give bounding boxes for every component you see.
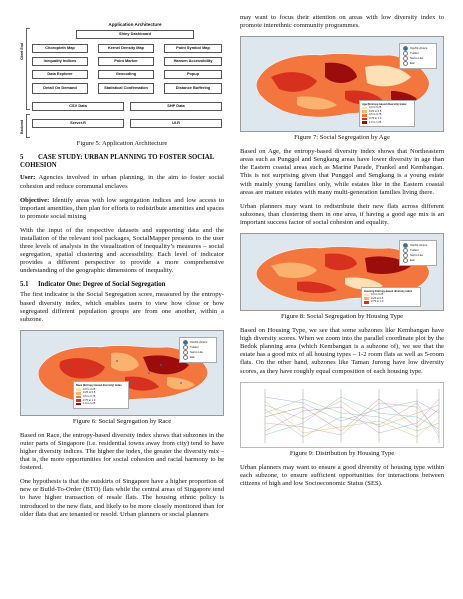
figure-6-caption: Figure 6: Social Segregation by Race xyxy=(72,417,172,425)
ui-r-box: UI.R xyxy=(130,119,222,128)
left-column xyxy=(20,22,224,525)
point-symbol-map-box: Point Symbol Map xyxy=(164,44,222,53)
section-5-heading: 5 CASE STUDY: URBAN PLANNING TO FOSTER SOCIAL COHESION xyxy=(20,154,214,170)
housing-parallel-coordinates xyxy=(240,382,444,448)
age-density-legend: Age (Entropy-based diversity) index 0.0 to 0.25 0.25 to 0.5 0.5 to 0.75 0.75 to 1.0 1.0 to 1.25 xyxy=(359,100,415,128)
eat-dot-icon xyxy=(403,61,408,66)
point-marker-box: Point Marker xyxy=(98,57,154,66)
popup-box: Popup xyxy=(164,70,222,79)
csv-data-box: CSV Data xyxy=(32,102,124,111)
backend-label: Backend xyxy=(20,119,24,134)
backend-bracket xyxy=(26,114,30,138)
server-r-box: Server.R xyxy=(32,119,124,128)
hypothesis-paragraph: One hypothesis is that the outskirts of Singapore have a higher proportion of new or Build-To-Order (BTO) flats while the central areas of Singapore tend to have higher transaction of resale flats. The housing ethnic policy is introduced to the new flats, and likely to be more closely monitored than for older flats that are tenanted or resold. Urban planners or social planners xyxy=(20,478,224,518)
race-density-legend: Race (Entropy-based diversity) index 0.0 to 0.25 0.25 to 0.5 0.5 to 0.75 0.75 to 1.0 1.0 to 1.25 xyxy=(73,381,129,409)
client-end-label: Client End xyxy=(20,43,24,60)
client-bracket xyxy=(26,28,30,110)
right-column xyxy=(240,14,444,494)
diagram-title: Application Architecture xyxy=(108,22,162,27)
race-paragraph: Based on Race, the entropy-based diversity index shows that subzones in the outer parts of Singapore (i.e. residential towns away from city) tend to have higher diversity indices. The higher the index, the greater the diversity mix – that is, the more opportunities for social cohesion and racial harmony to be fostered. xyxy=(20,431,224,472)
statistical-confirmation-box: Statistical Confirmation xyxy=(98,83,154,94)
section-5-1-heading: 5.1 Indicator One: Degree of Social Segregation xyxy=(20,281,166,289)
housing-paragraph: Based on Housing Type, we see that some subzones like Kembangan have high diversity scores. When we zoom into the parallel coordinate plot by the Bedok planning area (which Kembangan is a subzone of), we see that the estate has a good mix of all housing types – 1-2 room flats as well as 5-room flats. On the other hand, subzones like Taman Jurong have low diversity scores, as they have roughly equal composition of each housing type. xyxy=(240,327,444,375)
geocoding-box: Geocoding xyxy=(98,70,154,79)
distance-buffering-box: Distance Buffering xyxy=(164,83,222,94)
figure-5-caption: Figure 5: Application Architecture xyxy=(76,140,168,147)
figure-8-caption: Figure 8: Social Segregation by Housing Type xyxy=(280,313,404,321)
section-5-1-paragraph: The first indicator is the Social Segregation score, measured by the entropy-based diversity index, which enables users to view how close or how segregated different population groups are from one another, within a subzone. xyxy=(20,291,224,323)
eat-dot-icon xyxy=(183,355,188,360)
age-map-legend: CHAS clinics Tuition Swim Lite Eat xyxy=(399,43,437,69)
race-segregation-map xyxy=(20,330,224,416)
figure-9-caption: Figure 9: Distribution by Housing Type xyxy=(289,449,395,457)
objective-paragraph: Objective: Identify areas with low segregation indices and low access to important amenities, then plan for efforts to redistribute amenities and spaces to promote social mixing xyxy=(20,196,224,220)
eat-dot-icon xyxy=(403,258,408,263)
housing-density-legend: Housing Entropy-based diversity index 0.0 to 0.25 0.25 to 0.5 0.75 to 1.0 xyxy=(361,287,421,307)
shp-data-box: SHP Data xyxy=(130,102,222,111)
choropleth-map-box: Choropleth Map xyxy=(32,44,88,53)
housing-segregation-map xyxy=(240,233,444,311)
hansen-accessibility-box: Hansen Accessibility xyxy=(164,57,222,66)
final-paragraph: Urban planners may want to ensure a good diversity of housing type within each subzone, to ensure sufficient opportunities for interactions between citizens of high and low Socioeconomic Status (SES). xyxy=(240,463,444,487)
kernel-density-map-box: Kernel Density Map xyxy=(98,44,154,53)
detail-on-demand-box: Detail On Demand xyxy=(32,83,88,94)
inequality-indices-box: Inequality Indices xyxy=(32,57,88,66)
parallel-coordinates-graphic xyxy=(241,383,444,448)
user-paragraph: User: Agencies involved in urban planning, in the aim to foster social cohesion and reduce communal enclaves xyxy=(20,174,224,190)
figure-7-caption: Figure 7: Social Segregation by Age xyxy=(294,134,390,142)
data-explorer-box: Data Explorer xyxy=(32,70,88,79)
shiny-dashboard-box: Shiny Dashboard xyxy=(76,30,194,39)
redistribute-paragraph: Urban planners may want to redistribute their new flats across different subzones, than clustering them in one area, if having a good age mix is an important success factor of social cohesion and equality. xyxy=(240,202,444,226)
housing-map-legend: CHAS clinics Tuition Swim Lite Eat xyxy=(399,240,437,266)
intro-paragraph: With the input of the respective datasets and supporting data and the installation of the relevant tool packages, SocialMapper presents to the user three levels of analysis in the visualization of inequality’s measures – social segregation, spatial clustering and accessibility. Each level of indicator provides a different perspective to provide a more comprehensive understanding of the geographic dimensions of inequality. xyxy=(20,226,224,275)
age-paragraph: Based on Age, the entropy-based diversity index shows that Northeastern areas such as Punggol and Sengkang areas have lower diversity in age than the Eastern coastal areas such as Marine Parade, Frankel and Kembangan. This is not surprising given that Punggol and Sengkang is a young estate with mainly young families only, while estates like in the Eastern coastal areas are mature estates with many multi-generation families living there. xyxy=(240,148,444,196)
continuation-paragraph: may want to focus their attention on areas with low diversity index to promote interethnic community programmes. xyxy=(240,14,444,30)
age-segregation-map xyxy=(240,36,444,132)
race-map-legend: CHAS clinics Tuition Swim Lite Eat xyxy=(179,337,217,363)
architecture-diagram xyxy=(20,22,224,138)
